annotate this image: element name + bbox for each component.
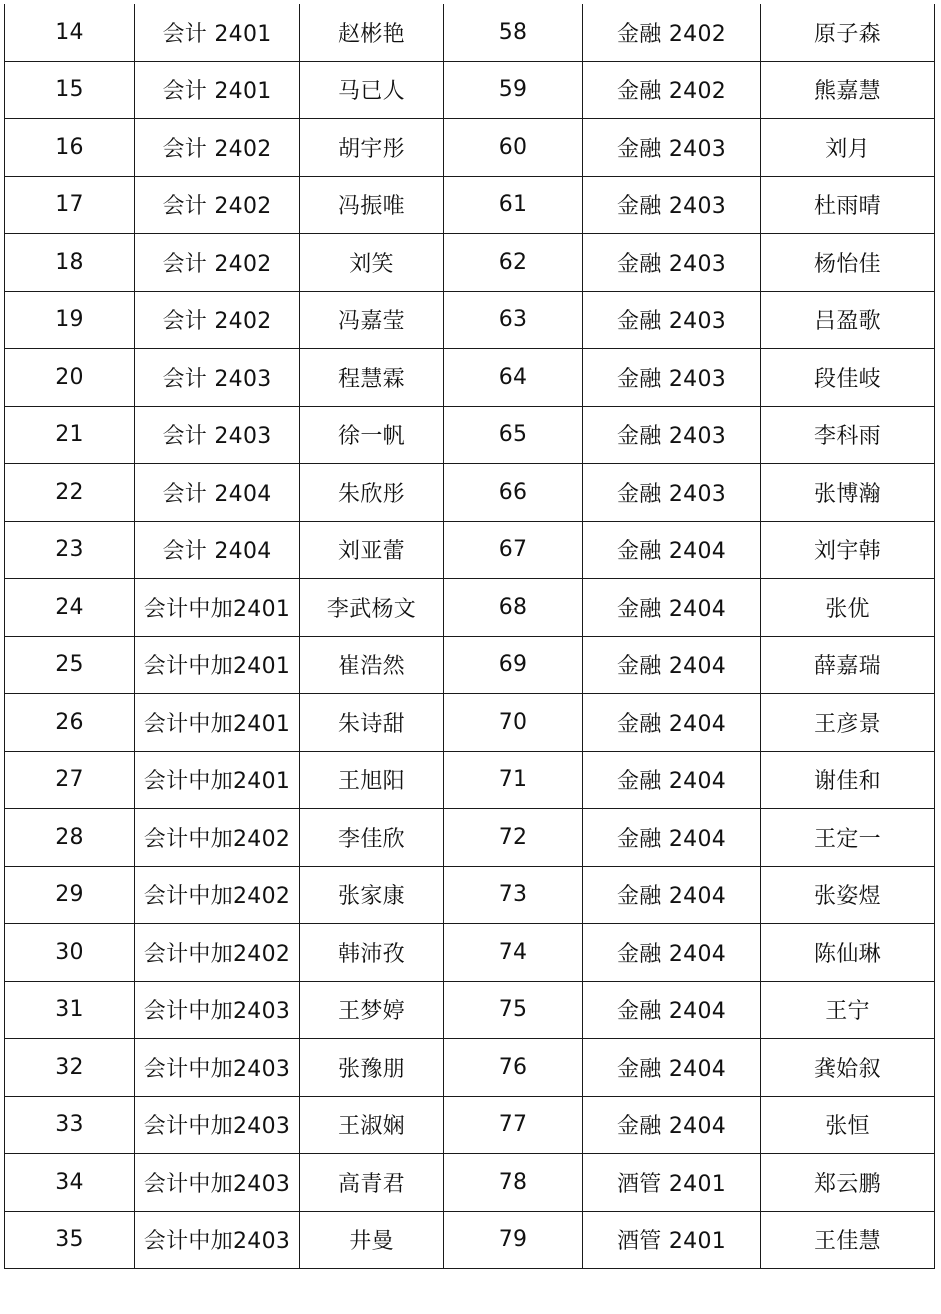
left-name-cell: 井曼	[300, 1211, 444, 1269]
right-class-cell: 金融 2404	[583, 521, 761, 579]
left-number-cell: 16	[5, 119, 135, 177]
right-name-cell: 薛嘉瑞	[761, 636, 935, 694]
right-number-cell: 76	[444, 1039, 583, 1097]
right-number-cell: 77	[444, 1096, 583, 1154]
table-row	[5, 406, 935, 464]
left-name-cell: 冯嘉莹	[300, 291, 444, 349]
left-name-cell: 朱欣彤	[300, 464, 444, 522]
left-class-cell: 会计 2401	[135, 61, 300, 119]
left-name-cell: 张家康	[300, 866, 444, 924]
left-class-cell: 会计 2402	[135, 176, 300, 234]
table-row	[5, 4, 935, 61]
left-number-cell: 22	[5, 464, 135, 522]
right-name-cell: 张优	[761, 579, 935, 637]
right-name-cell: 王宁	[761, 981, 935, 1039]
left-name-cell: 朱诗甜	[300, 694, 444, 752]
table-row	[5, 751, 935, 809]
left-class-cell: 会计中加2403	[135, 1096, 300, 1154]
right-number-cell: 68	[444, 579, 583, 637]
right-number-cell: 64	[444, 349, 583, 407]
left-number-cell: 19	[5, 291, 135, 349]
right-name-cell: 刘宇韩	[761, 521, 935, 579]
table-row	[5, 61, 935, 119]
right-class-cell: 金融 2402	[583, 61, 761, 119]
right-name-cell: 杨怡佳	[761, 234, 935, 292]
right-number-cell: 71	[444, 751, 583, 809]
left-number-cell: 30	[5, 924, 135, 982]
right-name-cell: 张博瀚	[761, 464, 935, 522]
right-name-cell: 王佳慧	[761, 1211, 935, 1269]
left-number-cell: 34	[5, 1154, 135, 1212]
left-name-cell: 马已人	[300, 61, 444, 119]
table-row	[5, 694, 935, 752]
right-class-cell: 金融 2403	[583, 176, 761, 234]
left-name-cell: 程慧霖	[300, 349, 444, 407]
table-row	[5, 981, 935, 1039]
left-name-cell: 王梦婷	[300, 981, 444, 1039]
left-class-cell: 会计中加2402	[135, 809, 300, 867]
left-class-cell: 会计中加2403	[135, 981, 300, 1039]
right-class-cell: 金融 2403	[583, 406, 761, 464]
left-number-cell: 26	[5, 694, 135, 752]
table-row	[5, 234, 935, 292]
table-row	[5, 579, 935, 637]
student-roster-table	[4, 4, 935, 1269]
right-name-cell: 吕盈歌	[761, 291, 935, 349]
left-class-cell: 会计中加2402	[135, 866, 300, 924]
right-name-cell: 熊嘉慧	[761, 61, 935, 119]
right-name-cell: 郑云鹏	[761, 1154, 935, 1212]
right-class-cell: 金融 2403	[583, 291, 761, 349]
table-row	[5, 291, 935, 349]
right-number-cell: 58	[444, 4, 583, 61]
left-number-cell: 20	[5, 349, 135, 407]
table-row	[5, 1039, 935, 1097]
left-number-cell: 33	[5, 1096, 135, 1154]
left-class-cell: 会计中加2402	[135, 924, 300, 982]
right-number-cell: 69	[444, 636, 583, 694]
left-class-cell: 会计中加2401	[135, 636, 300, 694]
left-name-cell: 韩沛孜	[300, 924, 444, 982]
right-class-cell: 酒管 2401	[583, 1154, 761, 1212]
right-name-cell: 刘月	[761, 119, 935, 177]
left-class-cell: 会计 2402	[135, 291, 300, 349]
left-number-cell: 17	[5, 176, 135, 234]
left-class-cell: 会计 2404	[135, 464, 300, 522]
table-row	[5, 809, 935, 867]
left-number-cell: 35	[5, 1211, 135, 1269]
left-class-cell: 会计中加2403	[135, 1154, 300, 1212]
right-class-cell: 金融 2402	[583, 4, 761, 61]
right-number-cell: 70	[444, 694, 583, 752]
right-class-cell: 金融 2404	[583, 809, 761, 867]
left-class-cell: 会计 2402	[135, 234, 300, 292]
table-row	[5, 521, 935, 579]
right-name-cell: 张姿煜	[761, 866, 935, 924]
left-name-cell: 王淑娴	[300, 1096, 444, 1154]
left-number-cell: 31	[5, 981, 135, 1039]
right-number-cell: 75	[444, 981, 583, 1039]
left-name-cell: 李佳欣	[300, 809, 444, 867]
table-row	[5, 866, 935, 924]
table-row	[5, 1154, 935, 1212]
left-number-cell: 25	[5, 636, 135, 694]
right-class-cell: 酒管 2401	[583, 1211, 761, 1269]
table-row	[5, 1096, 935, 1154]
right-name-cell: 陈仙琳	[761, 924, 935, 982]
right-number-cell: 65	[444, 406, 583, 464]
table-row	[5, 1211, 935, 1269]
right-class-cell: 金融 2404	[583, 924, 761, 982]
right-number-cell: 63	[444, 291, 583, 349]
left-class-cell: 会计中加2401	[135, 751, 300, 809]
left-name-cell: 赵彬艳	[300, 4, 444, 61]
left-number-cell: 23	[5, 521, 135, 579]
right-number-cell: 62	[444, 234, 583, 292]
right-name-cell: 王定一	[761, 809, 935, 867]
right-class-cell: 金融 2404	[583, 751, 761, 809]
left-number-cell: 18	[5, 234, 135, 292]
right-name-cell: 李科雨	[761, 406, 935, 464]
right-class-cell: 金融 2404	[583, 1096, 761, 1154]
right-name-cell: 龚姶叙	[761, 1039, 935, 1097]
right-number-cell: 67	[444, 521, 583, 579]
left-number-cell: 28	[5, 809, 135, 867]
right-number-cell: 73	[444, 866, 583, 924]
right-class-cell: 金融 2404	[583, 1039, 761, 1097]
table-row	[5, 176, 935, 234]
left-number-cell: 27	[5, 751, 135, 809]
left-name-cell: 李武杨文	[300, 579, 444, 637]
left-number-cell: 29	[5, 866, 135, 924]
right-name-cell: 张恒	[761, 1096, 935, 1154]
table-row	[5, 464, 935, 522]
right-class-cell: 金融 2403	[583, 234, 761, 292]
right-number-cell: 59	[444, 61, 583, 119]
right-class-cell: 金融 2404	[583, 579, 761, 637]
right-class-cell: 金融 2404	[583, 694, 761, 752]
left-number-cell: 21	[5, 406, 135, 464]
right-class-cell: 金融 2403	[583, 119, 761, 177]
table-row	[5, 349, 935, 407]
left-class-cell: 会计中加2403	[135, 1211, 300, 1269]
table-row	[5, 924, 935, 982]
left-number-cell: 24	[5, 579, 135, 637]
left-number-cell: 32	[5, 1039, 135, 1097]
left-class-cell: 会计中加2403	[135, 1039, 300, 1097]
left-name-cell: 徐一帆	[300, 406, 444, 464]
right-number-cell: 78	[444, 1154, 583, 1212]
right-number-cell: 72	[444, 809, 583, 867]
left-class-cell: 会计 2403	[135, 349, 300, 407]
left-class-cell: 会计中加2401	[135, 579, 300, 637]
roster-body	[5, 4, 935, 1269]
left-name-cell: 刘笑	[300, 234, 444, 292]
left-class-cell: 会计中加2401	[135, 694, 300, 752]
right-name-cell: 原子森	[761, 4, 935, 61]
left-name-cell: 高青君	[300, 1154, 444, 1212]
left-name-cell: 刘亚蕾	[300, 521, 444, 579]
left-name-cell: 张豫朋	[300, 1039, 444, 1097]
right-class-cell: 金融 2404	[583, 866, 761, 924]
left-class-cell: 会计 2404	[135, 521, 300, 579]
left-number-cell: 14	[5, 4, 135, 61]
right-class-cell: 金融 2404	[583, 636, 761, 694]
roster-sheet	[4, 4, 934, 1269]
left-class-cell: 会计 2403	[135, 406, 300, 464]
left-class-cell: 会计 2402	[135, 119, 300, 177]
right-number-cell: 79	[444, 1211, 583, 1269]
right-class-cell: 金融 2403	[583, 349, 761, 407]
left-name-cell: 冯振唯	[300, 176, 444, 234]
left-class-cell: 会计 2401	[135, 4, 300, 61]
left-name-cell: 胡宇彤	[300, 119, 444, 177]
right-name-cell: 谢佳和	[761, 751, 935, 809]
right-number-cell: 61	[444, 176, 583, 234]
right-class-cell: 金融 2404	[583, 981, 761, 1039]
left-name-cell: 王旭阳	[300, 751, 444, 809]
right-number-cell: 60	[444, 119, 583, 177]
table-row	[5, 636, 935, 694]
right-name-cell: 杜雨晴	[761, 176, 935, 234]
left-name-cell: 崔浩然	[300, 636, 444, 694]
table-row	[5, 119, 935, 177]
right-class-cell: 金融 2403	[583, 464, 761, 522]
right-number-cell: 66	[444, 464, 583, 522]
right-number-cell: 74	[444, 924, 583, 982]
left-number-cell: 15	[5, 61, 135, 119]
right-name-cell: 段佳岐	[761, 349, 935, 407]
right-name-cell: 王彦景	[761, 694, 935, 752]
